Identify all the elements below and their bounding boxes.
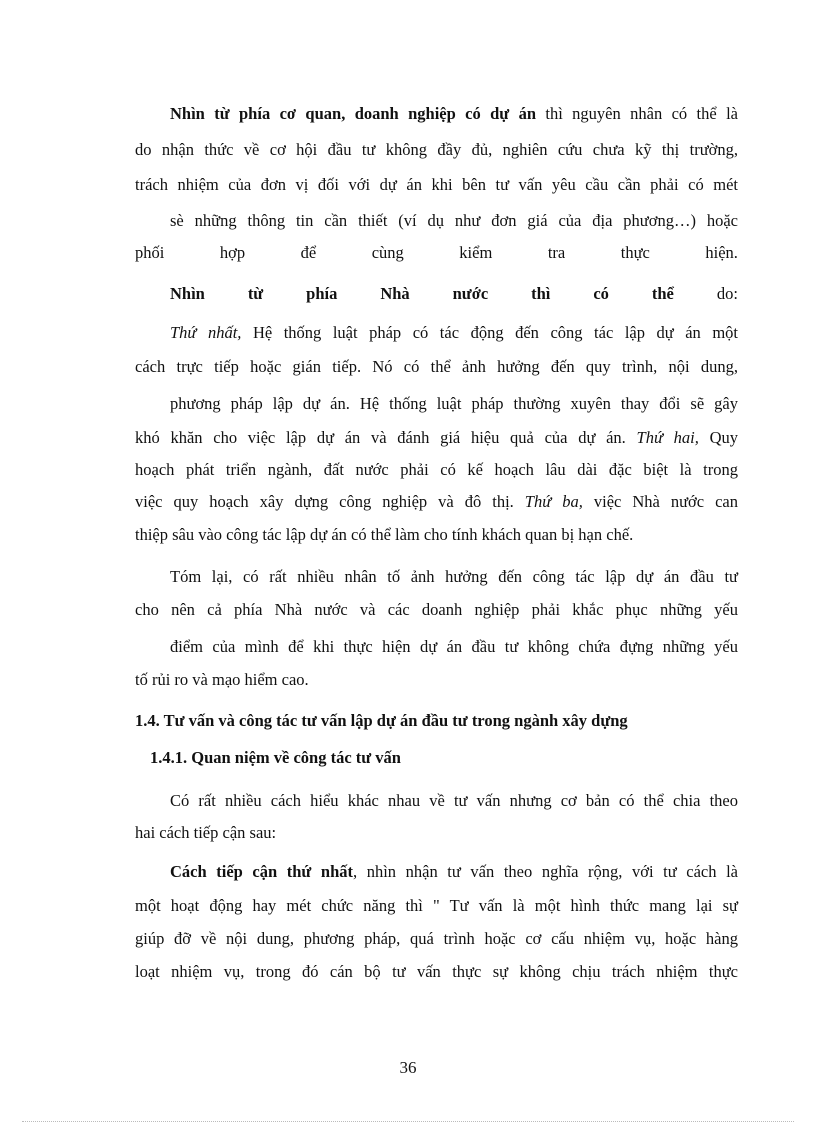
heading-1-4: 1.4. Tư vấn và công tác tư vấn lập dự án đầu tư trong ngành xây dựng [135,711,628,730]
heading-1-4-1: 1.4.1. Quan niệm về công tác tư vấn [150,748,401,767]
italic-third: Thứ ba, [524,492,583,511]
para1-line3: trách nhiệm của đơn vị đối với dự án khi bên tư vấn yêu cầu cần phải có mét [135,175,738,194]
para1-lead-bold: Nhìn từ phía cơ quan, doanh nghiệp có dự án [170,104,536,123]
para1-line2: do nhận thức về cơ hội đầu tư không đầy đủ, nghiên cứu chưa kỹ thị trường, [135,140,738,159]
para1-line5: phối hợp để cùng kiểm tra thực hiện. [135,243,738,262]
para2-line2: Thứ nhất, Hệ thống luật pháp có tác động đến công tác lập dự án một [170,323,738,342]
para2-line4: phương pháp lập dự án. Hệ thống luật pháp thường xuyên thay đổi sẽ gây [170,394,738,413]
para1-line1 [170,104,738,124]
para4-line2: hai cách tiếp cận sau: [135,823,277,842]
para2-line3: cách trực tiếp hoặc gián tiếp. Nó có thể ảnh hưởng đến quy trình, nội dung, [135,357,738,376]
para5-line4: loạt nhiệm vụ, trong đó cán bộ tư vấn thực sự không chịu trách nhiệm thực [135,962,738,981]
para5-line3: giúp đỡ về nội dung, phương pháp, quá trình hoặc cơ cấu nhiệm vụ, hoặc hàng [135,929,738,948]
para3-line1: Tóm lại, có rất nhiều nhân tố ảnh hưởng đến công tác lập dự án đầu tư [170,567,738,586]
page-number: 36 [399,1058,417,1077]
para3-line4: tố rủi ro và mạo hiểm cao. [135,670,309,689]
italic-second: Thứ hai, [636,428,699,447]
para2-line1: Nhìn từ phía Nhà nước thì có thể do: [170,284,738,303]
para2-line7: việc quy hoạch xây dựng công nghiệp và đô thị. Thứ ba, việc Nhà nước can [135,492,738,511]
para2-line8: thiệp sâu vào công tác lập dự án có thể làm cho tính khách quan bị hạn chế. [135,525,634,544]
para2-line5: khó khăn cho việc lập dự án và đánh giá hiệu quả của dự án. Thứ hai, Quy [135,428,738,447]
para4-line1: Có rất nhiều cách hiểu khác nhau về tư vấn nhưng cơ bản có thể chia theo [170,791,738,810]
para3-line3: điểm của mình để khi thực hiện dự án đầu tư không chứa đựng những yếu [170,637,738,656]
para2-line6: hoạch phát triển ngành, đất nước phải có kế hoạch lâu dài đặc biệt là trong [135,460,738,479]
para5-line2: một hoạt động hay mét chức năng thì " Tư vấn là một hình thức mang lại sự [135,896,738,915]
para3-line2: cho nên cả phía Nhà nước và các doanh nghiệp phải khắc phục những yếu [135,600,738,619]
para5-line1: Cách tiếp cận thứ nhất, nhìn nhận tư vấn theo nghĩa rộng, với tư cách là [170,862,738,881]
footer-divider [22,1121,794,1122]
italic-first: Thứ nhất, [170,323,242,342]
para5-lead-bold: Cách tiếp cận thứ nhất [170,862,354,881]
para1-line4: sè những thông tin cần thiết (ví dụ như đơn giá của địa phương…) hoặc [170,211,738,230]
para1-line1-rest: thì nguyên nhân có thể là [536,104,738,123]
